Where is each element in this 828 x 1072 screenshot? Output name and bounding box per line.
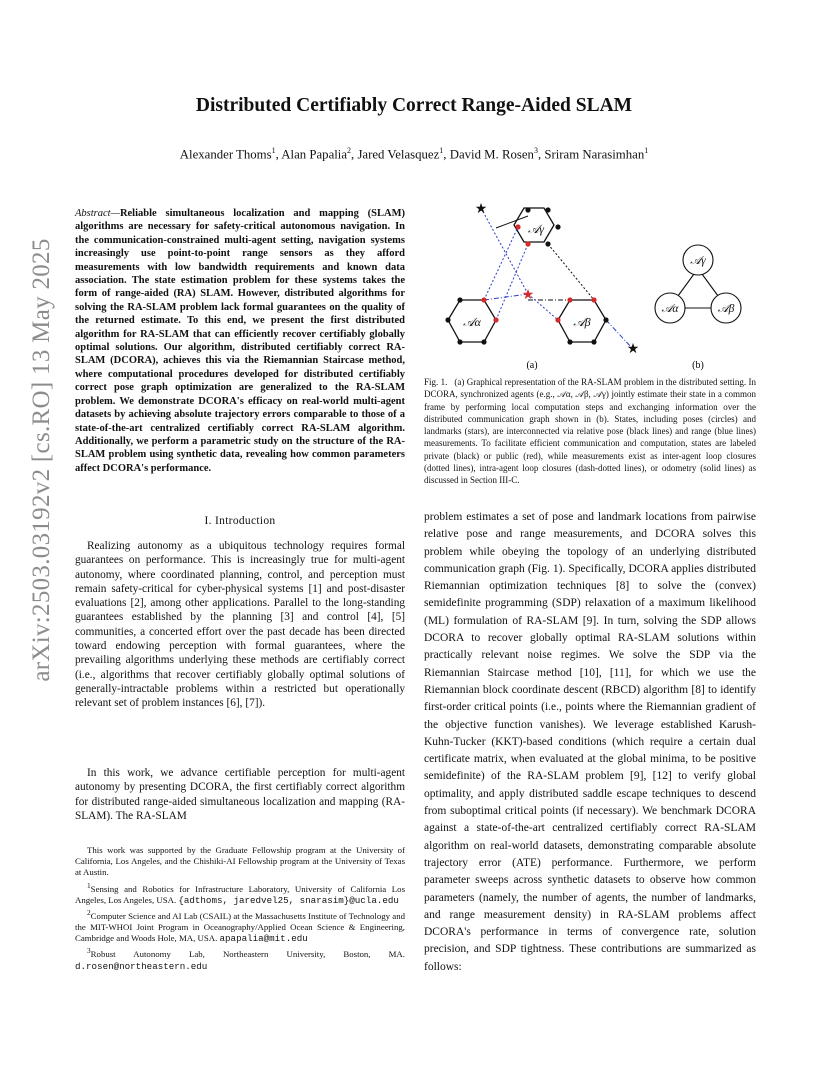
email-link[interactable]: d.rosen@northeastern.edu	[75, 960, 208, 972]
figure-1-graphic	[432, 200, 762, 375]
funding-footnote: This work was supported by the Graduate Fellowship program at the University of California, Los Angeles, and the Chishiki-AI Fellowship program at the University of Texas at Austin.	[75, 845, 405, 878]
private-pose	[545, 207, 550, 212]
public-pose	[567, 297, 572, 302]
author: David M. Rosen	[449, 147, 534, 162]
footnote-mark: 2	[87, 907, 91, 917]
landmark-nodes	[475, 201, 640, 357]
affiliation-mark: 1	[644, 146, 649, 155]
footnote-text: Sensing and Robotics for Infrastructure Laboratory, University of California Los Angeles, Los Angeles, USA.	[75, 883, 405, 905]
agent-beta-label: 𝒜β	[573, 315, 591, 329]
arxiv-identifier-stamp: arXiv:2503.03192v2 [cs.RO] 13 May 2025	[28, 238, 55, 682]
comm-node-gamma-label: 𝒜γ	[690, 255, 706, 267]
relative-pose-line	[548, 244, 594, 300]
abstract: Abstract—Reliable simultaneous localization and mapping (SLAM) algorithms are necessary for safety-critical autonomous navigation. In the communication-constrained multi-agent setting, navigation systems increasingly use point-to-point range sensors as they afford measurements with low bandwidth requirements and known data association. The state estimation problem for these systems takes the form of range-aided (RA) SLAM. However, distributed algorithms for solving the RA-SLAM problem lack formal guarantees on the quality of the returned estimate. To this end, we present the first distributed algorithm for RA-SLAM that can efficiently recover certifiably globally optimal solutions. Our algorithm, distributed certifiably correct RA-SLAM (DCORA), achieves this via the Riemannian Staircase method, where computational procedures developed for distributed certifiably correct pose graph optimization are generalized to the RA-SLAM problem. We demonstrate DCORA's efficacy on real-world multi-agent datasets by achieving absolute trajectory errors comparable to those of a state-of-the-art centralized certifiably correct RA-SLAM algorithm. Additionally, we perform a parametric study on the structure of the RA-SLAM problem using synthetic data, revealing how common parameters affect DCORA's performance.	[75, 208, 405, 474]
private-landmark-star: ★	[626, 341, 640, 357]
footnote-text: Robust Autonomy Lab, Northeastern University, Boston, MA.	[90, 949, 405, 960]
author: Sriram Narasimhan	[544, 147, 645, 162]
caption-text: (a) Graphical representation of the RA-SLAM problem in the distributed setting. In DCORA, synchronized agents (e.g., 𝒜α, 𝒜β, 𝒜γ) jointly estimate their state in a common frame by performing local computation steps and exchanging information over the distributed communication graph shown in (b). States, including poses (circles) and landmarks (stars), are interconnected via relative pose (black lines) and range (blue lines) measurements. To facilitate efficient communication and computation, states are labeled private (black) or public (red), while measurements exist as inter-agent loop closures (dotted lines), intra-agent loop closures (dash-dotted lines), or odometry (solid lines) as discussed in Section III-C.	[424, 377, 756, 486]
comm-node-beta-label: 𝒜β	[717, 303, 735, 315]
abstract-label: Abstract	[75, 208, 111, 219]
comm-node-alpha-label: 𝒜α	[661, 303, 679, 315]
footnote-3	[75, 945, 405, 971]
intro-paragraph-2: In this work, we advance certifiable perception for multi-agent autonomy by presenting DCORA, the first certifiably correct algorithm for distributed range-aided simultaneous localization and mapping (RA-SLAM). The RA-SLAM	[75, 767, 405, 822]
public-pose	[481, 297, 486, 302]
relative-pose-line	[496, 216, 528, 228]
abstract-text: Reliable simultaneous localization and mapping (SLAM) algorithms are necessary for safety-critical autonomous navigation. In the communication-constrained multi-agent setting, navigation systems increasingly use point-to-point range sensors as they afford measurements with low bandwidth requirements and known data association. The state estimation problem for these systems takes the form of range-aided (RA) SLAM. However, distributed algorithms for solving the RA-SLAM problem lack formal guarantees on the quality of the returned estimate. To this end, we present the first distributed algorithm for RA-SLAM that can efficiently recover certifiably globally optimal solutions. Our algorithm, distributed certifiably correct RA-SLAM (DCORA), achieves this via the Riemannian Staircase method, where computational procedures developed for distributed certifiably correct pose graph optimization are generalized to the RA-SLAM problem. We demonstrate DCORA's efficacy on real-world multi-agent datasets by achieving absolute trajectory errors comparable to those of a state-of-the-art centralized certifiably correct RA-SLAM algorithm. Additionally, we perform a parametric study on the structure of the RA-SLAM problem using synthetic data, revealing how common parameters affect DCORA's performance.	[75, 208, 405, 474]
figure-caption	[424, 376, 756, 487]
affiliation-mark: 1	[439, 146, 444, 155]
agent-gamma-label: 𝒜γ	[527, 222, 545, 236]
author-list: Alexander Thoms$^1$, Alan Papalia$^2$, Jared Velasquez$^1$, David M. Rosen$^3$, Sriram Narasimhan$^1$	[179, 146, 649, 162]
intro-paragraph-1: Realizing autonomy as a ubiquitous technology requires formal guarantees on performance. This is increasingly true for multi-agent autonomy, where coordinated planning, control, and perception must remain safety-critical for cyber-physical systems [1] and post-disaster evaluations [2], among other applications. Parallel to the long-standing guarantees established by the planning [3] and control [4], [5] communities, a concerted effort over the past decade has been directed toward endowing perception with formal guarantees, where the prevailing algorithms underlying these methods are certifiably correct (i.e., algorithms that recover certifiably globally optimal solutions of generally-intractable problems within a restricted but operationally relevant set of problem instances [6], [7]).	[75, 540, 405, 710]
author: Alan Papalia	[281, 147, 348, 162]
public-pose	[515, 224, 520, 229]
public-pose	[555, 317, 560, 322]
footnote-1	[75, 880, 405, 906]
range-line	[496, 244, 528, 320]
intro-paragraph-continued: problem estimates a set of pose and landmark locations from pairwise relative pose and range measurements, and DCORA solves this problem while obeying the topology of an underlying distributed communication graph (Fig. 1). Specifically, DCORA applies distributed Riemannian optimization techniques [8] to solve the (convex) semidefinite programming (SDP) relaxation of a maximum likelihood (ML) formulation of RA-SLAM [9]. In turn, solving the SDP allows DCORA to recover globally optimal RA-SLAM solutions within practically relevant noise regimes. We solve the SDP via the Riemannian Staircase method [10], [11], for which we use the Riemannian block coordinate descent (RBCD) algorithm [8] to identify first-order critical points (i.e., points where the Riemannian gradient of the objective function vanishes). We leverage established Karush-Kuhn-Tucker (KKT)-based conditions (which require a certain dual certificate matrix, when evaluated at the global minima, to be positive semidefinite) of the RA-SLAM problem [9], [12] to verify global optimality, and apply distributed saddle escape techniques to descend from suboptimal critical points (if necessary). We benchmark DCORA against a state-of-the-art centralized certifiably correct RA-SLAM algorithm on real-world datasets, demonstrating comparable absolute trajectory error (ATE) performance. Furthermore, we perform parameter sweeps across synthetic datasets to observe how common parameters (namely, the number of agents, the number of landmarks, and range measurement density) in RA-SLAM problems affect DCORA's performance in terms of convergence rate, solution precision, and SDP tightness. These contributions are summarized as follows:	[424, 511, 756, 973]
footnote-mark: 3	[87, 946, 91, 956]
footnotes	[75, 845, 405, 973]
range-line	[481, 208, 528, 294]
agent-alpha-label: 𝒜α	[463, 315, 481, 329]
range-line	[484, 227, 518, 300]
email-link[interactable]: apapalia@mit.edu	[219, 933, 308, 945]
caption-label: Fig. 1.	[424, 377, 448, 387]
private-pose	[481, 339, 486, 344]
private-pose	[567, 339, 572, 344]
private-pose	[591, 339, 596, 344]
private-pose	[555, 224, 560, 229]
public-pose	[591, 297, 596, 302]
private-pose	[545, 241, 550, 246]
author: Alexander Thoms	[179, 147, 272, 162]
footnote-2	[75, 907, 405, 945]
subfigure-label-a: (a)	[526, 360, 538, 371]
footnote-mark: 1	[87, 880, 91, 890]
private-landmark-star: ★	[474, 201, 488, 217]
affiliation-mark: 2	[347, 146, 352, 155]
private-pose	[603, 317, 608, 322]
email-link[interactable]: {adthoms, jaredvel25, snarasim}@ucla.edu	[178, 894, 399, 906]
private-pose	[525, 207, 530, 212]
public-pose	[493, 317, 498, 322]
affiliation-mark: 1	[271, 146, 276, 155]
public-pose	[525, 241, 530, 246]
author: Jared Velasquez	[357, 147, 440, 162]
paper-title: Distributed Certifiably Correct Range-Aided SLAM	[195, 95, 633, 116]
subfigure-label-b: (b)	[692, 360, 704, 371]
section-heading-introduction: I. Introduction	[204, 515, 276, 527]
affiliation-mark: 3	[533, 146, 538, 155]
private-pose	[457, 339, 462, 344]
private-pose	[445, 317, 450, 322]
private-pose	[457, 297, 462, 302]
footnote-text: Computer Science and AI Lab (CSAIL) at the Massachusetts Institute of Technology and the MIT-WHOI Joint Program in Oceanography/Applied Ocean Science & Engineering, Cambridge and Woods Hole, MA, USA.	[75, 910, 405, 944]
public-landmark-star: ★	[521, 287, 535, 303]
